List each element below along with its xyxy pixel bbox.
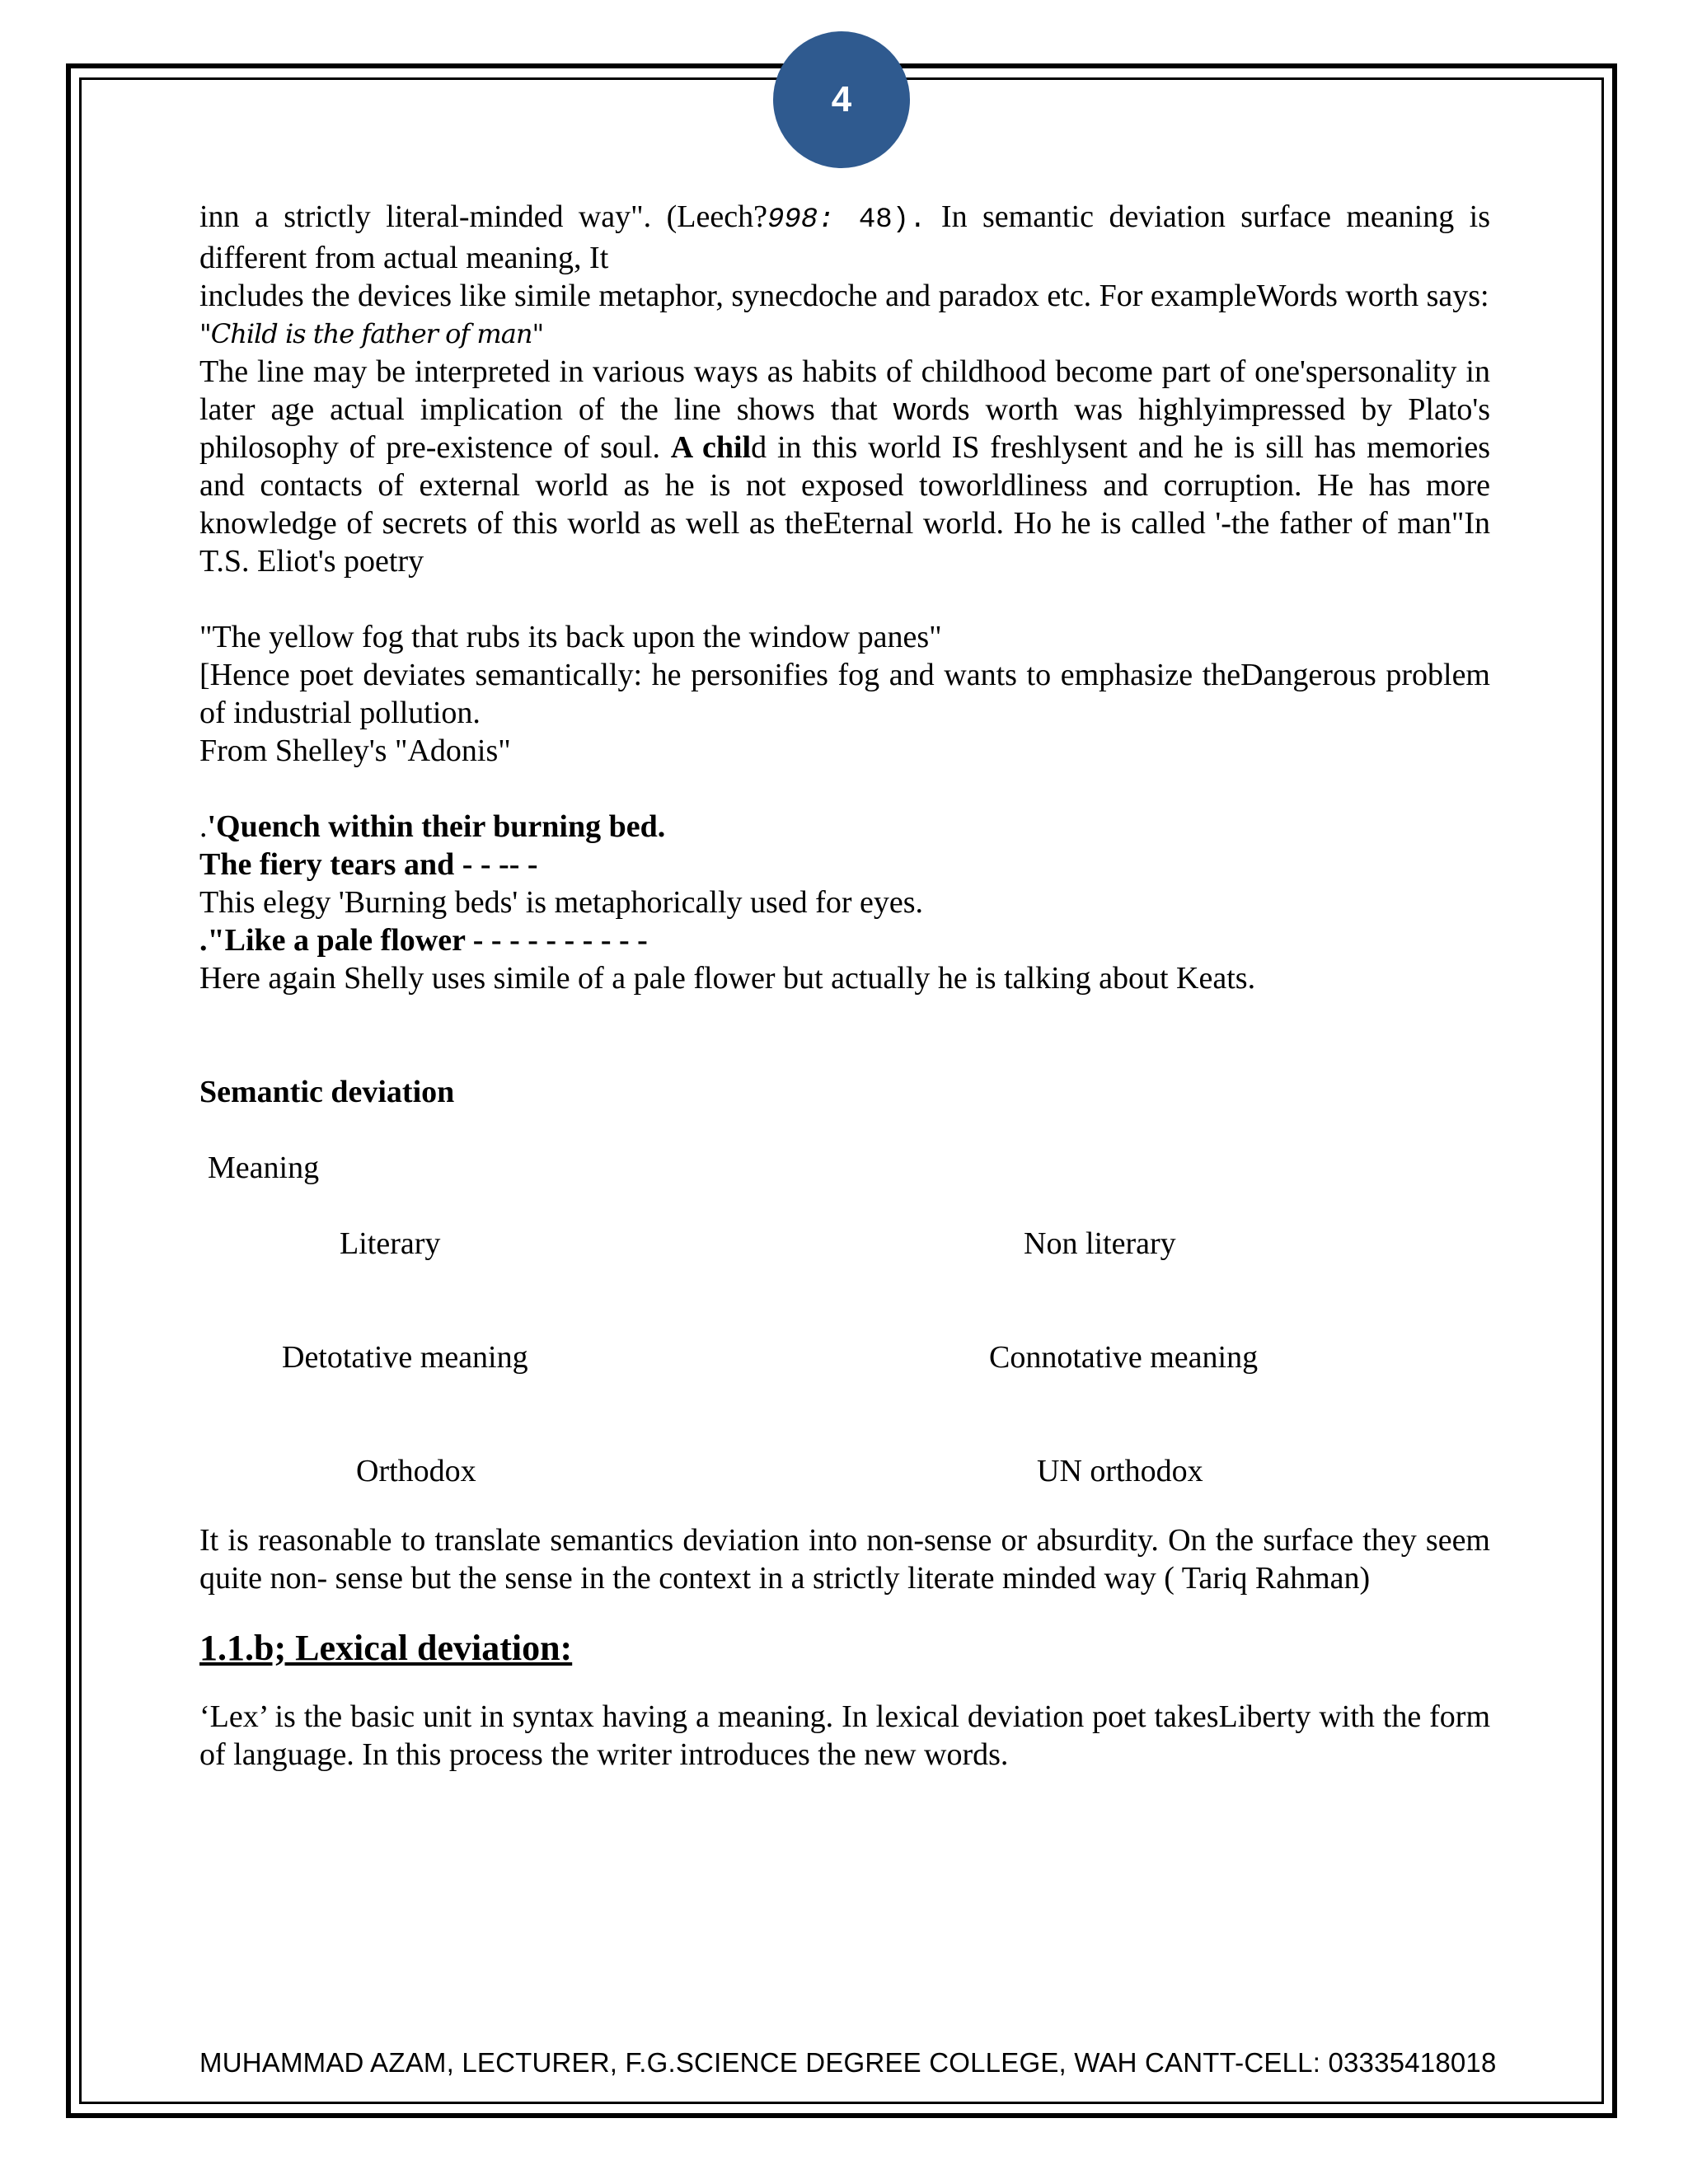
shelley-adonis-line: From Shelley's "Adonis" xyxy=(199,733,511,768)
tree-root: Meaning xyxy=(208,1151,320,1185)
leech-citation-page: 48). xyxy=(834,204,926,236)
interpretation-part-1: The line may be interpreted in various ways as habits of childhood become part of one'spersonality in later age actual implication of the line shows that xyxy=(199,354,1490,427)
paragraph-devices: includes the devices like simile metaphor, synecdoche and paradox etc. For exampleWords worth says: xyxy=(199,279,1489,313)
lexical-deviation-heading: 1.1.b; Lexical deviation: xyxy=(199,1628,573,1668)
meaning-tree xyxy=(199,1111,1490,1488)
verse-line-4: ."Like a pale flower - - - - - - - - - - xyxy=(199,923,648,958)
paragraph-fog-explanation: [Hence poet deviates semantically: he personifies fog and wants to emphasize theDangerous problem of industrial pollution. xyxy=(199,658,1490,730)
paragraph-leech xyxy=(199,198,1490,277)
document-body xyxy=(199,198,1490,1774)
verse-line-3: This elegy 'Burning beds' is metaphorically used for eyes. xyxy=(199,885,923,920)
verse-line-1-prefix: . xyxy=(199,809,208,844)
quote-yellow-fog: "The yellow fog that rubs its back upon the window panes" xyxy=(199,620,942,654)
verse-line-1 xyxy=(199,808,1490,846)
interpretation-w: w xyxy=(893,392,917,427)
paragraph-lex: ‘Lex’ is the basic unit in syntax having a meaning. In lexical deviation poet takesLiberty with the form of language. In this process the writer introduces the new words. xyxy=(199,1699,1490,1772)
quote-child-father: "Child is the father of man" xyxy=(199,318,544,349)
interpretation-part-3: d in this world IS freshlysent and he is sill has memories and contacts of external world as he is not exposed toworldliness and corruption. He has more knowledge of secrets of this world as well as theEternal world. Ho he is called '-the father of man"In T.S. Eliot's poetry xyxy=(199,430,1490,579)
page-number-badge xyxy=(773,31,910,168)
interpretation-part-2: ords worth was highlyimpressed by Plato's philosophy of pre-existence of soul. xyxy=(199,392,1491,465)
semantic-deviation-heading: Semantic deviation xyxy=(199,1075,455,1109)
tree-denotative: Detotative meaning xyxy=(282,1340,528,1375)
verse-line-5: Here again Shelly uses simile of a pale flower but actually he is talking about Keats. xyxy=(199,961,1256,996)
page-number: 4 xyxy=(831,79,852,120)
leech-text-before: inn a strictly literal-minded way". (Leech? xyxy=(199,199,767,234)
verse-line-2: The fiery tears and - - -- - xyxy=(199,847,538,882)
leech-citation-year: 998: xyxy=(767,204,835,236)
tree-unorthodox: UN orthodox xyxy=(1037,1454,1203,1488)
page-footer: MUHAMMAD AZAM, LECTURER, F.G.SCIENCE DEGREE COLLEGE, WAH CANTT-CELL: 03335418018 xyxy=(199,2047,1497,2078)
tree-literary: Literary xyxy=(340,1226,441,1261)
leech-text-after: In semantic deviation surface meaning is different from actual meaning, It xyxy=(199,199,1490,275)
paragraph-interpretation xyxy=(199,353,1490,580)
interpretation-bold: A chil xyxy=(670,430,752,465)
tree-non-literary: Non literary xyxy=(1024,1226,1176,1261)
verse-line-1-text: 'Quench within their burning bed. xyxy=(207,809,666,844)
tree-orthodox: Orthodox xyxy=(356,1454,476,1488)
paragraph-nonsense: It is reasonable to translate semantics deviation into non-sense or absurdity. On the surface they seem quite non- sense but the sense in the context in a strictly literate minded way ( Tariq Rahman) xyxy=(199,1523,1490,1596)
tree-connotative: Connotative meaning xyxy=(989,1340,1259,1375)
